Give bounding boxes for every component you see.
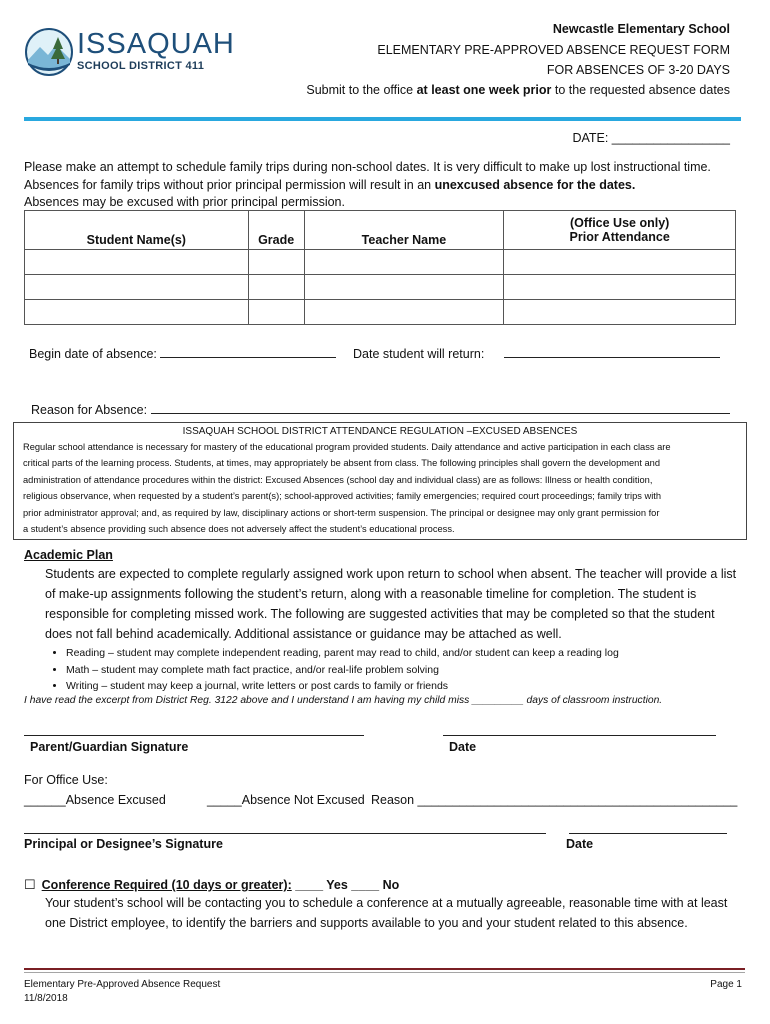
col-student-names: Student Name(s) — [25, 211, 249, 250]
teacher-name-cell[interactable] — [304, 275, 504, 300]
student-table — [24, 210, 736, 325]
principal-signature-label: Principal or Designee’s Signature — [24, 837, 223, 851]
regulation-title: ISSAQUAH SCHOOL DISTRICT ATTENDANCE REGULATION –EXCUSED ABSENCES — [182, 426, 578, 437]
col-prior-attendance: (Office Use only) Prior Attendance — [504, 211, 736, 250]
district-logo — [24, 27, 74, 82]
list-item: • Reading – student may complete independent reading, parent may read to child, and/or student can keep a reading log — [66, 645, 619, 662]
begin-date-field: Begin date of absence: — [29, 345, 336, 361]
reason-field: Reason for Absence: — [31, 401, 730, 417]
footer-date: 11/8/2018 — [24, 993, 68, 1004]
table-header-row — [25, 211, 736, 250]
page-number: Page 1 — [710, 979, 742, 990]
office-reason-field[interactable]: Reason ______________________________________________ — [371, 793, 738, 807]
return-date-input[interactable] — [504, 345, 720, 358]
footer-divider — [24, 968, 745, 970]
regulation-box — [13, 422, 747, 540]
grade-cell[interactable] — [248, 250, 304, 275]
teacher-name-cell[interactable] — [304, 300, 504, 325]
acknowledgement-text: I have read the excerpt from District Reg. 3122 above and I understand I am having my child miss _________ days of classroom instruction. — [24, 695, 663, 706]
office-use-heading: For Office Use: — [24, 773, 108, 787]
date-field[interactable]: DATE: _________________ — [572, 131, 730, 145]
list-item: • Math – student may complete math fact practice, and/or real-life problem solving — [66, 662, 619, 679]
submit-instruction: Submit to the office at least one week prior to the requested absence dates — [306, 83, 730, 97]
absence-not-excused-field[interactable]: _____Absence Not Excused — [207, 793, 365, 807]
reason-input[interactable] — [151, 401, 730, 414]
principal-date-label: Date — [566, 837, 594, 851]
table-row — [25, 250, 736, 275]
begin-date-input[interactable] — [160, 345, 336, 358]
school-name: Newcastle Elementary School — [552, 22, 730, 36]
student-name-cell[interactable] — [25, 275, 249, 300]
return-date-field: Date student will return: — [353, 345, 720, 361]
parent-signature-label: Parent/Guardian Signature — [30, 740, 189, 754]
activity-list — [48, 645, 619, 695]
grade-cell[interactable] — [248, 275, 304, 300]
prior-attendance-cell[interactable] — [504, 300, 736, 325]
prior-attendance-cell[interactable] — [504, 275, 736, 300]
mountain-tree-logo-icon — [24, 27, 74, 77]
parent-date-line[interactable] — [443, 735, 716, 736]
parent-signature-line[interactable] — [24, 735, 364, 736]
prior-attendance-cell[interactable] — [504, 250, 736, 275]
table-row — [25, 275, 736, 300]
absence-excused-field[interactable]: ______Absence Excused — [24, 793, 166, 807]
intro-line-2: Absences for family trips without prior principal permission will result in an unexcused absence for the dates. — [24, 178, 636, 192]
parent-date-label: Date — [449, 740, 477, 754]
form-title: ELEMENTARY PRE-APPROVED ABSENCE REQUEST FORM — [377, 43, 730, 57]
checkbox-icon[interactable]: ☐ — [24, 877, 36, 892]
col-teacher-name: Teacher Name — [304, 211, 504, 250]
academic-plan-text: Students are expected to complete regularly assigned work upon return to school when absent. The teacher will provide a list of make-up assignments following the student’s return, along with a reasonable timeline for completion. The student is responsible for completing missed work. The following are suggested activities that may be completed so that the student does not fall behind academically. Additional assistance or guidance may be attached as well. — [45, 567, 737, 641]
conference-text: Your student’s school will be contacting you to schedule a conference at a mutually agreeable, reasonable time with at least one District employee, to identify the barriers and supports available to you and your student related to this absence. — [45, 896, 728, 930]
conference-required: ☐ Conference Required (10 days or greater): ____ Yes ____ No — [24, 877, 400, 892]
intro-line-1: Please make an attempt to schedule family trips during non-school dates. It is very difficult to make up lost instructional time. — [24, 160, 711, 174]
header-divider — [24, 117, 741, 121]
logo-subtitle: SCHOOL DISTRICT 411 — [77, 60, 205, 72]
list-item: • Writing – student may keep a journal, write letters or post cards to family or friends — [66, 678, 619, 695]
teacher-name-cell[interactable] — [304, 250, 504, 275]
table-row — [25, 300, 736, 325]
academic-plan-heading: Academic Plan — [24, 548, 113, 562]
grade-cell[interactable] — [248, 300, 304, 325]
footer-title: Elementary Pre-Approved Absence Request — [24, 979, 221, 990]
footer-divider-thin — [24, 972, 745, 973]
logo-title: ISSAQUAH — [77, 28, 235, 60]
regulation-text: Regular school attendance is necessary for mastery of the educational program provided students. Daily attendance and active participation in each class are critical parts of the learning process. Students, at times, may appropriately be absent from class. The following principles shall govern the development and administration of attendance procedures within the district: Excused Absences (school day and individual class) are as follows: Illness or health condition, religious observance, when requested by a student’s parent(s); school-approved activities; family emergencies; required court proceedings; family trips with prior administrator approval; and, as required by law, disciplinary actions or short-term suspension. The principal or designee may only grant permission for a student’s absence providing such absence does not adversely affect the student’s educational process. — [23, 442, 671, 535]
days-range: FOR ABSENCES OF 3-20 DAYS — [546, 63, 730, 77]
student-name-cell[interactable] — [25, 300, 249, 325]
principal-signature-line[interactable] — [24, 833, 546, 834]
intro-line-3: Absences may be excused with prior principal permission. — [24, 195, 345, 209]
col-grade: Grade — [248, 211, 304, 250]
principal-date-line[interactable] — [569, 833, 727, 834]
student-name-cell[interactable] — [25, 250, 249, 275]
